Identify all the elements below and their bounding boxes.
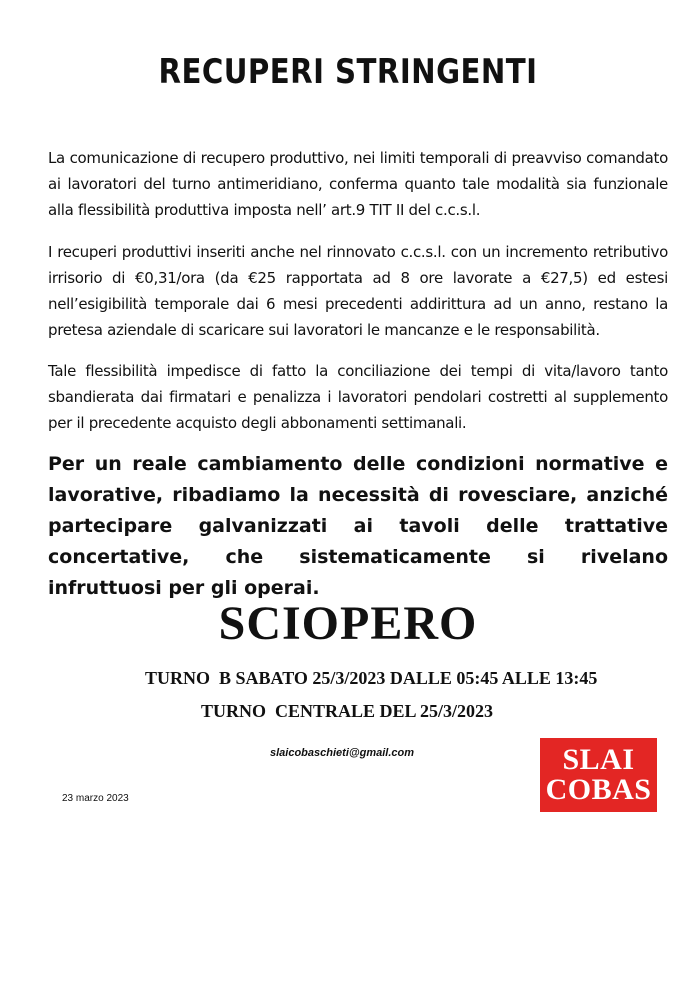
strike-headline: SCIOPERO: [218, 597, 478, 650]
paragraph-1: La comunicazione di recupero produttivo, nei limiti temporali di preavviso comandato ai lavoratori del turno antimeridiano, conferma quanto tale modalità sia funzionale alla flessibilità produttiva imposta nell’ art.9 TIT II del c.c.s.l.: [48, 149, 668, 219]
shift-central-line: TURNO CENTRALE DEL 25/3/2023: [201, 701, 494, 721]
document-title: RECUPERI STRINGENTI: [158, 52, 538, 92]
paragraph-2: I recuperi produttivi inseriti anche nel rinnovato c.c.s.l. con un incremento retributivo irrisorio di €0,31/ora (da €25 rapportata ad 8 ore lavorate a €27,5) ed estesi nell’esigibilità temporale dai 6 mesi precedenti addirittura ad un anno, restano la pretesa aziendale di scaricare sui lavoratori le mancanze e le responsabilità.: [48, 243, 668, 339]
contact-email[interactable]: slaicobaschieti@gmail.com: [270, 747, 414, 759]
paragraph-4-emphasis: Per un reale cambiamento delle condizioni normative e lavorative, ribadiamo la necessità di rovesciare, anziché partecipare galvanizzati ai tavoli delle trattative concertative, che sistematicamente si rivelano infruttuosi per gli operai.: [48, 453, 668, 599]
logo-line-2: COBAS: [545, 773, 652, 806]
slai-cobas-logo: [540, 738, 657, 812]
logo-line-1: SLAI: [562, 743, 635, 776]
shift-b-line: TURNO B SABATO 25/3/2023 DALLE 05:45 ALLE 13:45: [145, 668, 598, 688]
issue-date: 23 marzo 2023: [62, 793, 129, 804]
paragraph-3: Tale flessibilità impedisce di fatto la conciliazione dei tempi di vita/lavoro tanto sbandierata dai firmatari e penalizza i lavoratori pendolari costretti al supplemento per il precedente acquisto degli abbonamenti settimanali.: [48, 362, 668, 432]
